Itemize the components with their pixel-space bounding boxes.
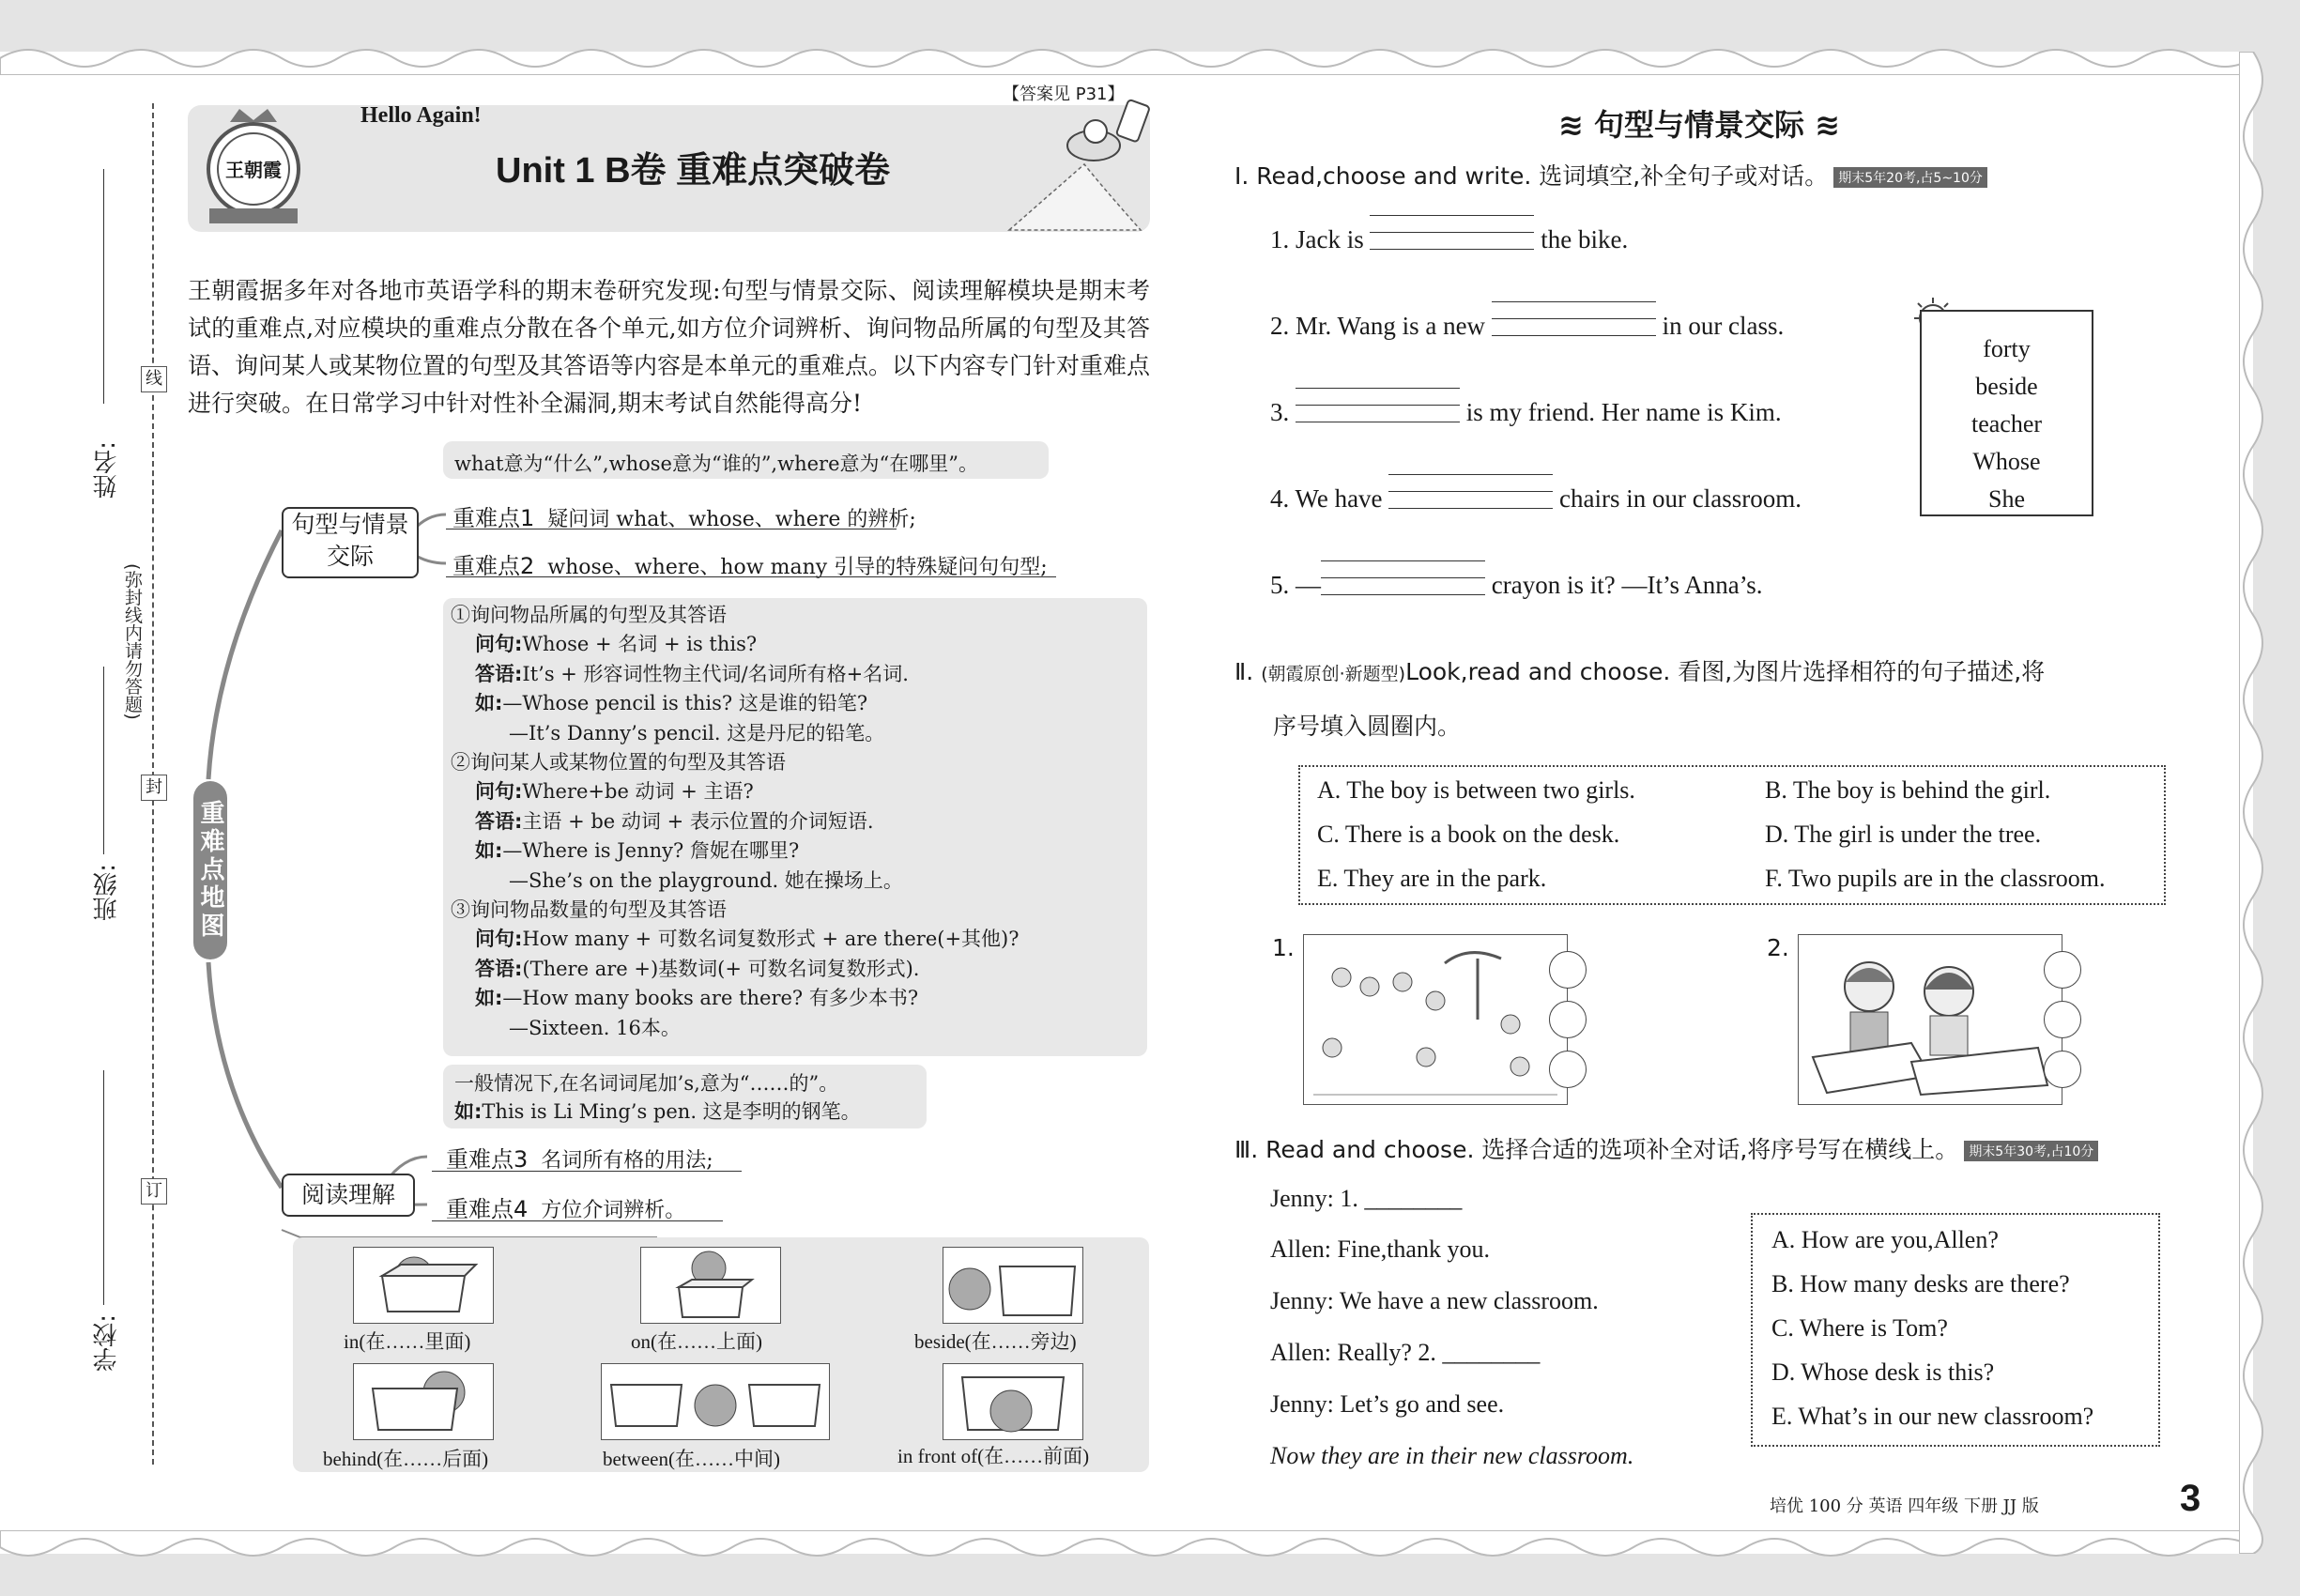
detail-line	[451, 955, 1145, 984]
detail-line-text: How many + 可数名词复数形式 + are there(+其他)?	[522, 928, 1020, 951]
tip2-line1: 一般情况下,在名词词尾加’s,意为“……的”。	[454, 1072, 839, 1095]
dialog-line-3: Jenny: We have a new classroom.	[1270, 1287, 1599, 1314]
q1-heading	[1234, 158, 1987, 192]
detail-line-text: Whose + 名词 + is this?	[522, 633, 758, 656]
tip2-example-label: 如:	[454, 1100, 483, 1123]
q3-heading	[1234, 1131, 2098, 1165]
answer-circle[interactable]	[2044, 1051, 2081, 1088]
detail-line-label: 问句:	[475, 780, 523, 804]
class-line	[103, 667, 104, 854]
detail-line-label: 答语:	[475, 662, 523, 685]
q2-option-e: E. They are in the park.	[1317, 865, 1547, 892]
prep-beside-picture	[943, 1247, 1083, 1324]
kp1-text: 疑问词 what、whose、where 的辨析;	[547, 508, 916, 531]
detail-line-text: —Sixteen. 16本。	[509, 1016, 681, 1039]
wavy-bottom-edge	[0, 1530, 2300, 1568]
node-sentence-pattern: 句型与情景交际	[282, 507, 419, 578]
kp1-label: 重难点1	[452, 505, 535, 531]
prep-behind-label: behind(在……后面)	[323, 1448, 489, 1470]
word-bank	[1920, 310, 2093, 516]
q1-3-post: is my friend. Her name is Kim.	[1460, 398, 1782, 426]
q3-option-b: B. How many desks are there?	[1771, 1270, 2070, 1297]
q1-2-pre: 2. Mr. Wang is a new	[1270, 312, 1492, 340]
detail-line	[451, 984, 1145, 1013]
prep-between-picture	[601, 1363, 830, 1440]
detail-line-text: Where+be 动词 + 主语?	[522, 780, 754, 804]
dialog-line-6: Now they are in their new classroom.	[1270, 1442, 1634, 1469]
word-whose: Whose	[1972, 448, 2041, 475]
tip-text-1: what意为“什么”,whose意为“谁的”,where意为“在哪里”。	[454, 453, 978, 475]
q2-picture-1-number: 1.	[1272, 934, 1295, 961]
q2-picture-1	[1303, 934, 1568, 1105]
answer-circle[interactable]	[1549, 1001, 1587, 1038]
kp2-label: 重难点2	[452, 553, 535, 579]
detail-line-label: 如:	[475, 839, 503, 863]
detail-line-label: 答语:	[475, 957, 523, 980]
name-label: 姓名:	[93, 441, 121, 499]
dialog-line-1: Jenny: 1. ________	[1270, 1185, 1463, 1212]
q2-picture-2-number: 2.	[1767, 934, 1789, 961]
class-label: 班级:	[93, 864, 121, 921]
q1-5-pre: 5. —	[1270, 571, 1321, 599]
answer-blank[interactable]	[1296, 399, 1460, 427]
detail-line-text: —How many books are there? 有多少本书?	[502, 987, 919, 1010]
seal-note: (弥封线内请勿答题)	[122, 563, 143, 720]
detail-line	[451, 689, 1145, 718]
q2-options-box	[1298, 765, 2166, 905]
detail-line	[451, 719, 1145, 748]
word-she: She	[1988, 485, 2025, 513]
q2-source: (朝霞原创·新题型)	[1261, 664, 1406, 684]
bind-mark: 订	[141, 1178, 167, 1205]
kp2-text: whose、where、how many 引导的特殊疑问句句型;	[547, 556, 1048, 579]
q2-heading-text: Look,read and choose. 看图,为图片选择相符的句子描述,将	[1405, 658, 2046, 685]
answer-blank[interactable]	[1321, 572, 1485, 600]
detail-line	[451, 777, 1145, 806]
q1-heading-text: Ⅰ. Read,choose and write. 选词填空,补全句子或对话。	[1234, 162, 1829, 190]
key-points-map-label: 重难点地图	[193, 781, 227, 959]
detail-line	[451, 836, 1145, 866]
tip2-example: This is Li Ming’s pen. 这是李明的钢笔。	[482, 1100, 861, 1123]
prep-in-picture	[353, 1247, 494, 1324]
node-reading: 阅读理解	[282, 1174, 415, 1217]
kp2-underline	[446, 576, 1056, 577]
kp3-label: 重难点3	[446, 1146, 529, 1173]
detail-line	[451, 660, 1145, 689]
header-illustration	[990, 94, 1150, 233]
detail-line-text: —It’s Danny’s pencil. 这是丹尼的铅笔。	[509, 721, 885, 744]
answer-circle[interactable]	[1549, 951, 1587, 989]
hello-again: Hello Again!	[360, 103, 482, 128]
prep-in-front-of-label: in front of(在……前面)	[897, 1445, 1090, 1467]
detail-line-label: 答语:	[475, 809, 523, 833]
q1-item-5	[1270, 571, 1762, 600]
q3-option-e: E. What’s in our new classroom?	[1771, 1403, 2094, 1430]
q3-option-a: A. How are you,Allen?	[1771, 1226, 1999, 1253]
dialog-line-5: Jenny: Let’s go and see.	[1270, 1390, 1505, 1418]
q1-2-post: in our class.	[1655, 312, 1785, 340]
q2-option-a: A. The boy is between two girls.	[1317, 776, 1635, 804]
answer-reference: 【答案见 P31】	[1003, 84, 1125, 104]
prep-on-picture	[640, 1247, 781, 1324]
kp4-label: 重难点4	[446, 1196, 529, 1222]
word-beside: beside	[1975, 373, 2038, 400]
q1-item-2	[1270, 312, 1784, 341]
q3-option-c: C. Where is Tom?	[1771, 1314, 1948, 1342]
answer-blank[interactable]	[1492, 313, 1656, 341]
detail-line	[451, 1014, 1145, 1043]
detail-line	[451, 748, 1145, 777]
detail-line-label: 问句:	[475, 633, 523, 656]
detail-line	[451, 925, 1145, 954]
key-point-4	[446, 1190, 685, 1223]
detail-line	[451, 601, 1145, 630]
answer-circle[interactable]	[1549, 1051, 1587, 1088]
q3-option-d: D. Whose desk is this?	[1771, 1358, 1995, 1386]
answer-blank[interactable]	[1388, 485, 1553, 514]
wavy-top-edge	[0, 38, 2300, 75]
kp4-underline	[432, 1220, 723, 1221]
prep-behind-picture	[353, 1363, 494, 1440]
detail-line-text: It’s + 形容词性物主代词/名词所有格+名词.	[522, 662, 909, 685]
detail-line	[451, 630, 1145, 659]
footer-book-info: 培优 100 分 英语 四年级 下册 JJ 版	[1770, 1496, 2039, 1516]
prep-beside-label: beside(在……旁边)	[914, 1330, 1077, 1353]
seal-mark: 封	[141, 775, 167, 801]
q1-item-1	[1270, 225, 1628, 254]
intro-paragraph: 王朝霞据多年对各地市英语学科的期末卷研究发现:句型与情景交际、阅读理解模块是期末考试的重难点,对应模块的重难点分散在各个单元,如方位介词辨析、询问物品所属的句型及其答语、询问某人或某物位置的句型及其答语等内容是本单元的重难点。以下内容专门针对重难点进行突破。在日常学习中针对性补全漏洞,期末考试自然能得高分!	[188, 277, 1151, 417]
wavy-right-edge	[2239, 52, 2277, 1554]
detail-line-text: ③询问物品数量的句型及其答语	[451, 898, 727, 922]
tip2-line2	[454, 1097, 861, 1125]
dialog-line-2: Allen: Fine,thank you.	[1270, 1235, 1490, 1263]
key-point-1	[452, 499, 916, 532]
q3-heading-text: Ⅲ. Read and choose. 选择合适的选项补全对话,将序号写在横线上。	[1234, 1136, 1959, 1163]
detail-line-text: ①询问物品所属的句型及其答语	[451, 604, 727, 626]
word-teacher: teacher	[1970, 410, 2043, 437]
word-forty: forty	[1983, 335, 2031, 362]
unit-title: Unit 1 B卷 重难点突破卷	[496, 151, 891, 191]
prep-between-label: between(在……中间)	[603, 1448, 780, 1470]
answer-circle[interactable]	[2044, 1001, 2081, 1038]
name-line	[103, 169, 104, 404]
kp3-text: 名词所有格的用法;	[541, 1149, 713, 1173]
detail-line	[451, 807, 1145, 836]
q1-3-pre: 3.	[1270, 398, 1296, 426]
q1-tag: 期末5年20考,占5~10分	[1833, 167, 1987, 188]
school-line	[103, 1070, 104, 1305]
q1-item-4	[1270, 484, 1802, 514]
prep-in-label: in(在……里面)	[344, 1330, 471, 1353]
q2-option-f: F. Two pupils are in the classroom.	[1765, 865, 2106, 892]
detail-line	[451, 896, 1145, 925]
kp4-text: 方位介词辨析。	[541, 1199, 686, 1222]
detail-line	[451, 867, 1145, 896]
answer-circle[interactable]	[2044, 951, 2081, 989]
detail-line-text: —She’s on the playground. 她在操场上。	[509, 868, 903, 892]
q2-heading: Ⅱ. (朝霞原创·新题型)Look,read and choose. 看图,为图片选择相符的句子描述,将	[1234, 658, 2046, 685]
q1-1-post: the bike.	[1534, 225, 1629, 253]
key-point-3	[446, 1141, 713, 1174]
q1-4-post: chairs in our classroom.	[1553, 484, 1802, 513]
school-label: 学校:	[93, 1314, 121, 1372]
prep-on-label: on(在……上面)	[631, 1330, 762, 1353]
detail-line-label: 如:	[475, 692, 503, 715]
detail-line-text: —Whose pencil is this? 这是谁的铅笔?	[502, 692, 868, 715]
detail-line-text: ②询问某人或某物位置的句型及其答语	[451, 751, 786, 775]
logo-text: 王朝霞	[225, 159, 282, 181]
q1-item-3	[1270, 398, 1782, 427]
line-mark: 线	[141, 366, 167, 392]
detail-line-text: 主语 + be 动词 + 表示位置的介词短语.	[522, 809, 874, 833]
q2-picture-2	[1798, 934, 2062, 1105]
detail-line-text: —Where is Jenny? 詹妮在哪里?	[502, 839, 800, 863]
prep-in-front-of-picture	[943, 1363, 1083, 1440]
q1-1-pre: 1. Jack is	[1270, 225, 1371, 253]
q2-option-c: C. There is a book on the desk.	[1317, 821, 1620, 848]
kp3-underline	[432, 1171, 742, 1172]
section-title: ≋ 句型与情景交际 ≋	[1558, 107, 1840, 143]
key-point-2	[452, 547, 1048, 580]
q1-4-pre: 4. We have	[1270, 484, 1389, 513]
section-title-text: 句型与情景交际	[1593, 107, 1804, 143]
q3-tag: 期末5年30考,占10分	[1964, 1141, 2098, 1161]
answer-blank[interactable]	[1370, 226, 1534, 254]
dialog-line-4: Allen: Really? 2. ________	[1270, 1339, 1541, 1366]
detail-line-label: 如:	[475, 987, 503, 1010]
detail-list	[451, 601, 1145, 1043]
page-number: 3	[2180, 1478, 2201, 1519]
q2-option-d: D. The girl is under the tree.	[1765, 821, 2042, 848]
q3-options-box	[1751, 1213, 2160, 1447]
q1-5-post: crayon is it? —It’s Anna’s.	[1485, 571, 1763, 599]
detail-line-text: (There are +)基数词(+ 可数名词复数形式).	[522, 957, 920, 980]
q2-heading-2: 序号填入圆圈内。	[1273, 713, 1462, 740]
q2-option-b: B. The boy is behind the girl.	[1765, 776, 2051, 804]
detail-line-label: 问句:	[475, 928, 523, 951]
